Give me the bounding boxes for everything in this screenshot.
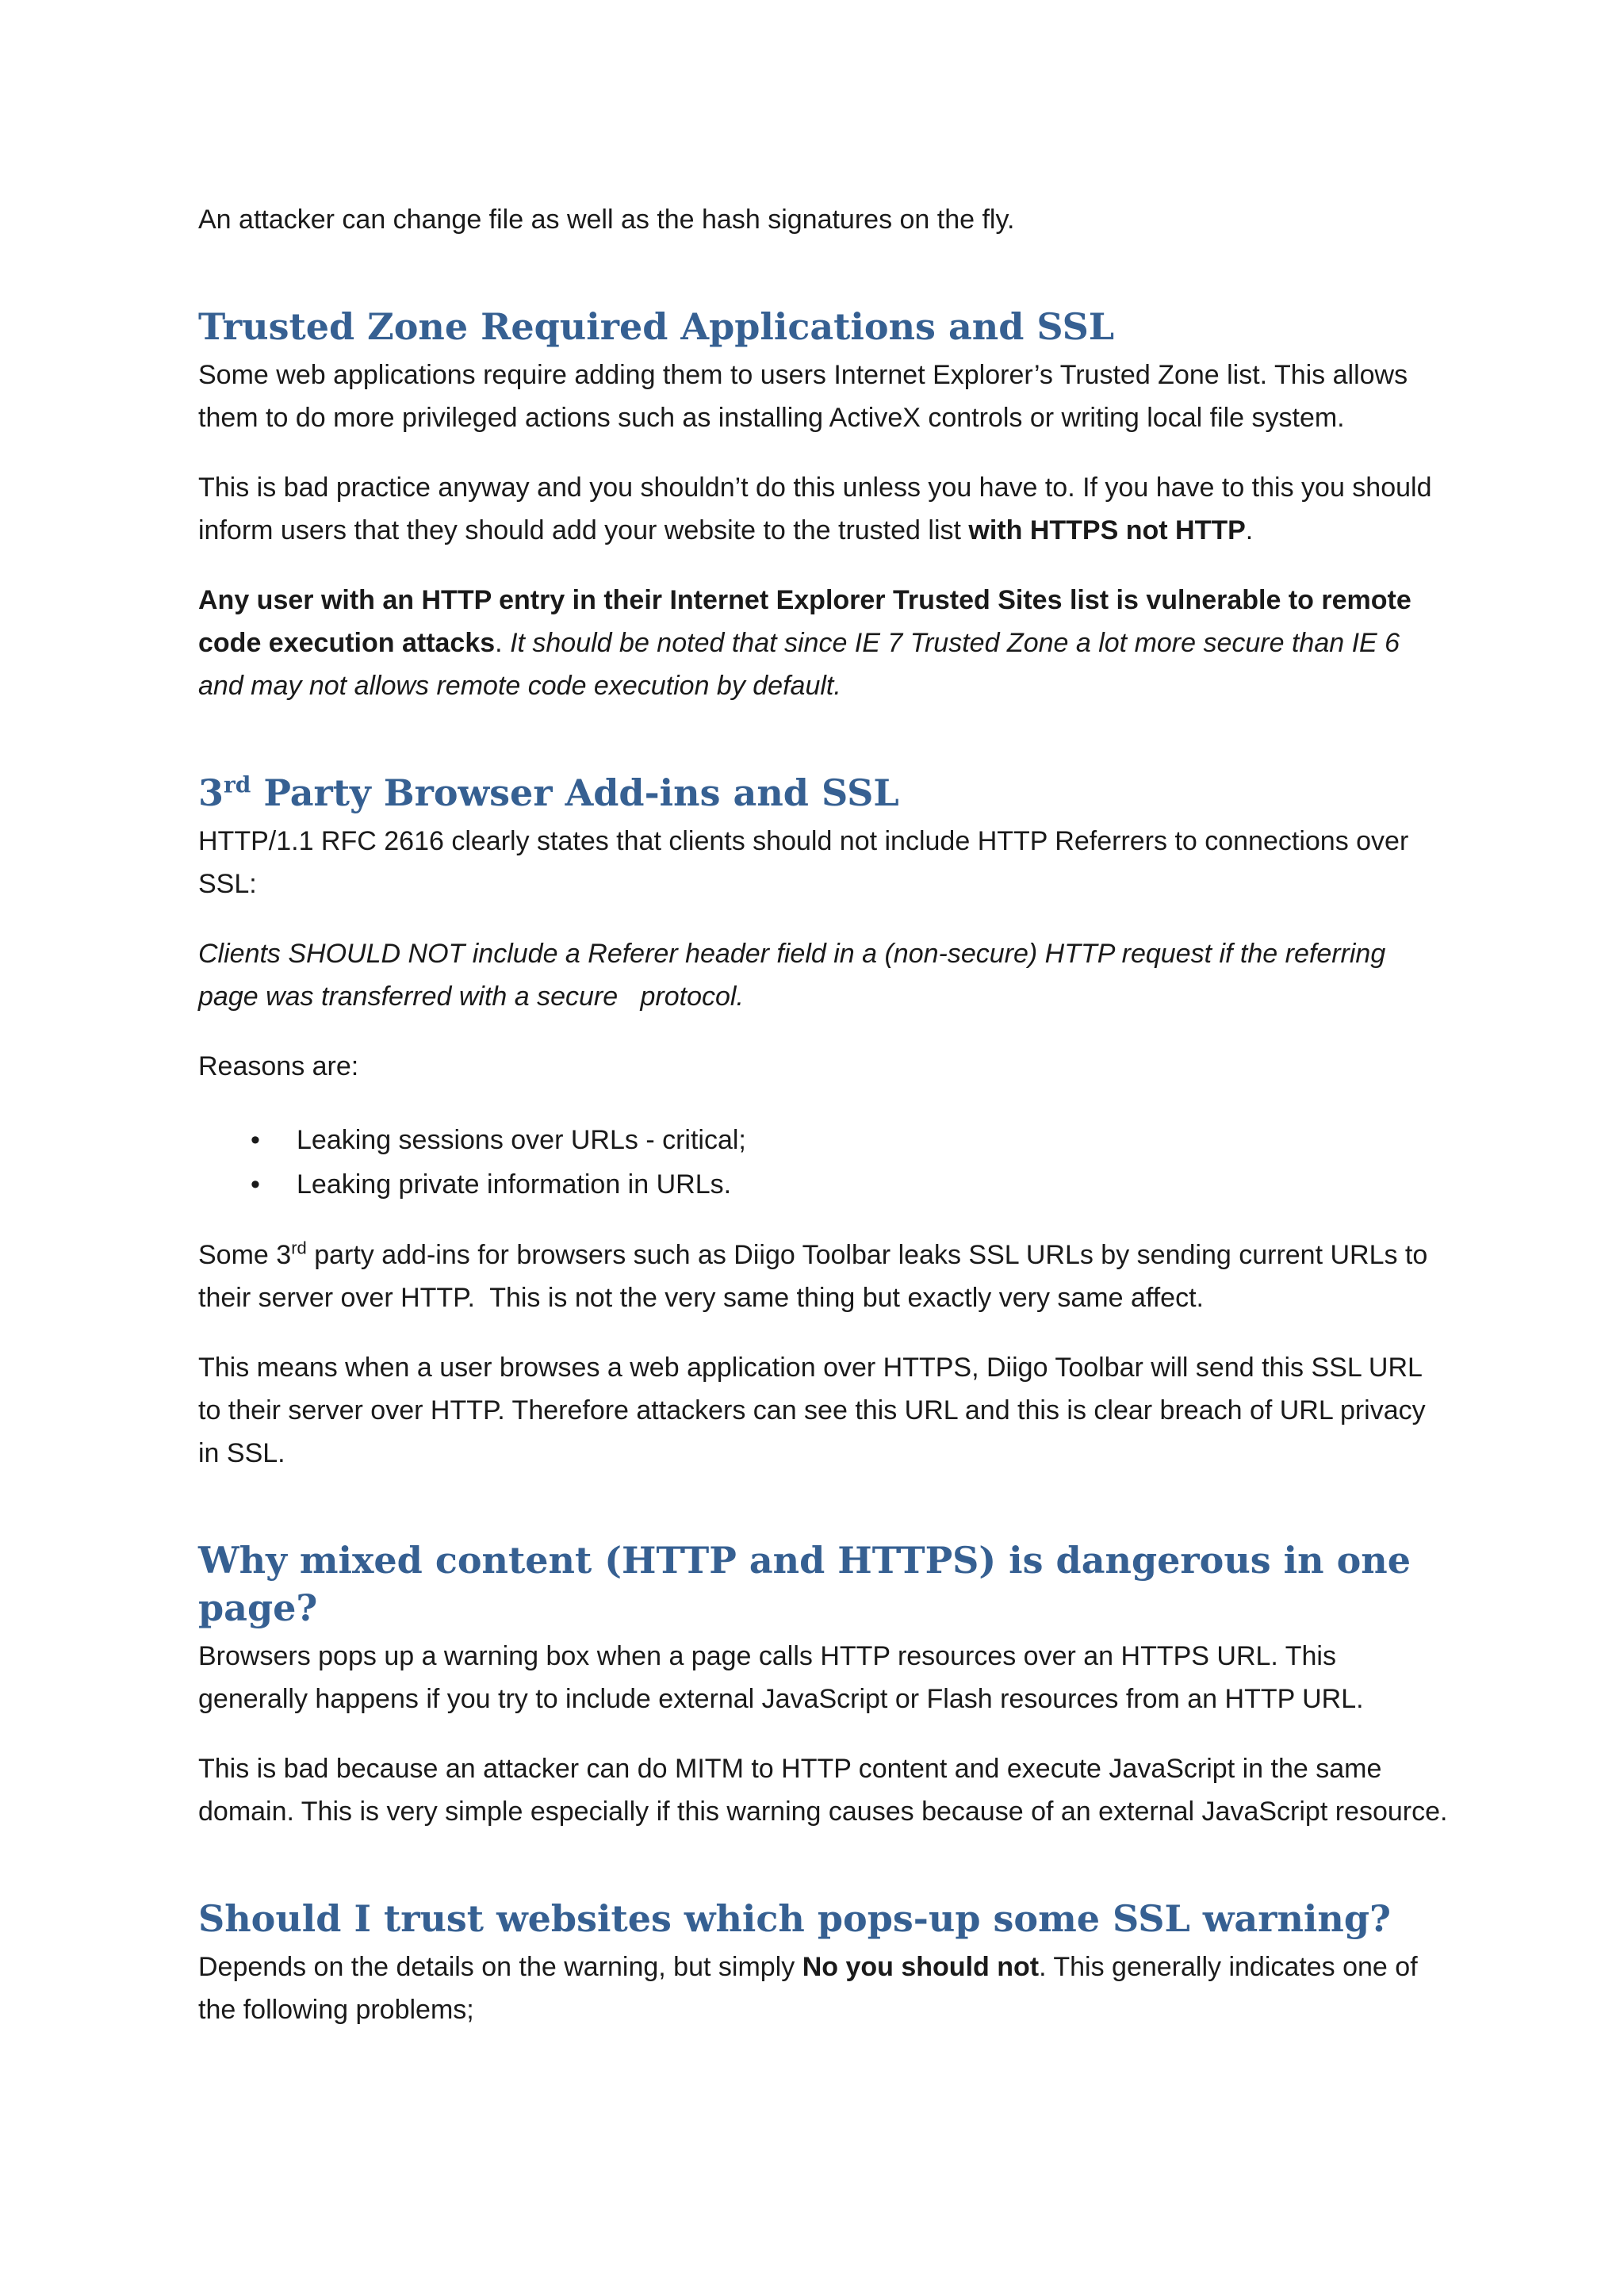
heading-third-party-sup: rd — [224, 771, 251, 798]
list-item — [198, 1162, 1451, 1207]
list-item-text: Leaking sessions over URLs - critical; — [297, 1125, 746, 1155]
heading-trusted-zone: Trusted Zone Required Applications and SSL — [198, 305, 1115, 348]
reasons-list — [198, 1118, 1451, 1207]
third-party-p2-pre: Some 3 — [198, 1240, 292, 1270]
document-body — [198, 198, 1451, 2031]
mixed-content-paragraph-2: This is bad because an attacker can do MITM to HTTP content and execute JavaScript in the same domain. This is very simple especially if this warning causes because of an external JavaScript resource. — [198, 1754, 1448, 1827]
intro-paragraph: An attacker can change file as well as the hash signatures on the fly. — [198, 205, 1015, 235]
heading-third-party-num: 3 — [198, 771, 224, 814]
trust-warning-paragraph-1 — [198, 1946, 1451, 2031]
heading-third-party — [198, 769, 1451, 817]
heading-trust-warning: Should I trust websites which pops-up some SSL warning? — [198, 1897, 1391, 1940]
trusted-zone-paragraph-1: Some web applications require adding them to users Internet Explorer’s Trusted Zone list. This allows them to do more privileged actions such as installing ActiveX controls or writing local file system. — [198, 360, 1408, 433]
list-item-text: Leaking private information in URLs. — [297, 1169, 732, 1200]
trusted-zone-p2-end: . — [1245, 515, 1254, 545]
trust-warning-p1-post: . This generally indicates one of the following problems; — [198, 1952, 1418, 2025]
third-party-quote — [198, 932, 1451, 1018]
bullet-icon: • — [251, 1169, 260, 1200]
list-item — [198, 1118, 1451, 1162]
trusted-zone-p2-text: This is bad practice anyway and you shouldn’t do this unless you have to. If you have to this you should inform users that they should add your website to the trusted list — [198, 473, 1432, 545]
third-party-quote-text: Clients SHOULD NOT include a Referer header field in a (non-secure) HTTP request if the referring page was transferred with a secure protocol. — [198, 939, 1393, 1012]
third-party-p2-post: party add-ins for browsers such as Diigo Toolbar leaks SSL URLs by sending current URLs to their server over HTTP. This is not the very same thing but exactly very same affect. — [198, 1240, 1435, 1313]
third-party-paragraph-2 — [198, 1234, 1451, 1319]
heading-mixed-content: Why mixed content (HTTP and HTTPS) is dangerous in one page? — [198, 1539, 1411, 1629]
trust-warning-p1-bold: No you should not — [802, 1952, 1040, 1982]
trusted-zone-p3-sep: . — [495, 628, 511, 658]
trusted-zone-paragraph-3 — [198, 579, 1451, 707]
trust-warning-p1-pre: Depends on the details on the warning, but simply — [198, 1952, 802, 1982]
trusted-zone-p3-bold: Any user with an HTTP entry in their Internet Explorer Trusted Sites list is vulnerable to remote code execution attacks — [198, 585, 1411, 658]
third-party-p2-sup: rd — [291, 1238, 307, 1258]
trusted-zone-p3-italic: It should be noted that since IE 7 Trusted Zone a lot more secure than IE 6 and may not allows remote code execution by default. — [198, 628, 1400, 701]
reasons-label: Reasons are: — [198, 1051, 359, 1081]
trusted-zone-paragraph-2 — [198, 466, 1451, 552]
bullet-icon: • — [251, 1125, 260, 1155]
heading-third-party-rest: Party Browser Add-ins and SSL — [251, 771, 899, 814]
mixed-content-paragraph-1: Browsers pops up a warning box when a page calls HTTP resources over an HTTPS URL. This generally happens if you try to include external JavaScript or Flash resources from an HTTP URL. — [198, 1641, 1364, 1714]
third-party-paragraph-1: HTTP/1.1 RFC 2616 clearly states that clients should not include HTTP Referrers to connections over SSL: — [198, 826, 1409, 899]
trusted-zone-p2-bold: with HTTPS not HTTP — [968, 515, 1246, 545]
third-party-paragraph-3: This means when a user browses a web application over HTTPS, Diigo Toolbar will send this SSL URL to their server over HTTP. Therefore attackers can see this URL and this is clear breach of URL privacy in SSL. — [198, 1353, 1426, 1468]
